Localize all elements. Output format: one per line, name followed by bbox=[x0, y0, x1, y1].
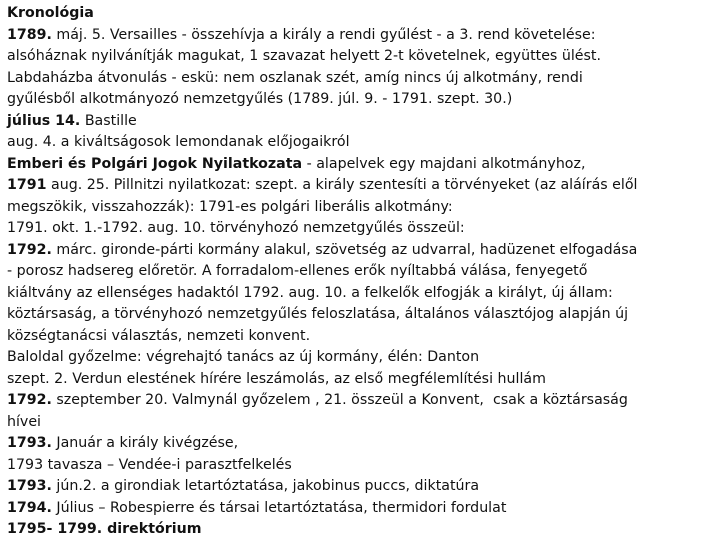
text-segment: - porosz hadsereg előretör. A forradalom-ellenes erők nyíltabbá válása, fenyegető bbox=[7, 263, 588, 279]
chronology-line bbox=[7, 218, 715, 240]
bold-text-segment: 1792. bbox=[7, 392, 52, 408]
bold-text-segment: 1793. bbox=[7, 435, 52, 451]
text-segment: községtanácsi választás, nemzeti konvent. bbox=[7, 327, 311, 344]
chronology-line bbox=[7, 68, 715, 90]
text-segment: szept. 2. Verdun elestének hírére leszámolás, az első megfélemlítési hullám bbox=[7, 370, 546, 387]
bold-text-segment: 1794. bbox=[7, 499, 52, 516]
text-segment: köztársaság, a törvényhozó nemzetgyűlés feloszlatása, általános választójog alapján új bbox=[7, 306, 629, 322]
chronology-line bbox=[7, 455, 715, 477]
chronology-line bbox=[7, 154, 715, 176]
text-segment: - alapelvek egy majdani alkotmányhoz, bbox=[302, 155, 586, 172]
chronology-line bbox=[7, 261, 715, 283]
text-segment: aug. 4. a kiváltságosok lemondanak előjogaikról bbox=[7, 134, 350, 150]
bold-text-segment: Emberi és Polgári Jogok Nyilatkozata bbox=[7, 155, 303, 172]
chronology-line bbox=[7, 433, 715, 455]
chronology-line bbox=[7, 369, 715, 391]
text-segment: alsóháznak nyilvánítják magukat, 1 szavazat helyett 2-t követelnek, együttes ülést. bbox=[7, 48, 601, 64]
document-title: Kronológia bbox=[7, 5, 94, 21]
chronology-lines bbox=[7, 25, 715, 541]
text-segment: 1793 tavasza – Vendée-i parasztfelkelés bbox=[7, 456, 292, 473]
text-segment: Baloldal győzelme: végrehajtó tanács az új kormány, élén: Danton bbox=[7, 349, 480, 365]
bold-text-segment: 1789. bbox=[7, 26, 52, 43]
chronology-line bbox=[7, 89, 715, 111]
text-segment: megszökik, visszahozzák): 1791-es polgári liberális alkotmány: bbox=[7, 198, 453, 215]
bold-text-segment: 1795- 1799. direktórium bbox=[7, 521, 202, 537]
chronology-line bbox=[7, 132, 715, 154]
chronology-line bbox=[7, 111, 715, 133]
text-segment: Július – Robespierre és társai letartóztatása, thermidori fordulat bbox=[51, 499, 507, 516]
chronology-line bbox=[7, 519, 715, 541]
document-body bbox=[7, 3, 715, 541]
text-segment: kiáltvány az ellenséges hadaktól 1792. aug. 10. a felkelők elfogják a királyt, új állam: bbox=[7, 284, 613, 301]
bold-text-segment: 1791 bbox=[7, 177, 47, 193]
chronology-line bbox=[7, 197, 715, 219]
text-segment: hívei bbox=[7, 413, 42, 430]
text-segment: gyűlésből alkotmányozó nemzetgyűlés (1789. júl. 9. - 1791. szept. 30.) bbox=[7, 91, 513, 107]
text-segment: máj. 5. Versailles - összehívja a király a rendi gyűlést - a 3. rend követelése: bbox=[51, 26, 596, 43]
chronology-line bbox=[7, 25, 715, 47]
bold-text-segment: 1793. bbox=[7, 478, 52, 494]
text-segment: szeptember 20. Valmynál győzelem , 21. összeül a Konvent, csak a köztársaság bbox=[51, 392, 628, 408]
text-segment: Labdaházba átvonulás - eskü: nem oszlanak szét, amíg nincs új alkotmány, rendi bbox=[7, 69, 583, 86]
bold-text-segment: 1792. bbox=[7, 241, 52, 258]
text-segment: Bastille bbox=[80, 112, 137, 129]
chronology-line bbox=[7, 175, 715, 197]
chronology-line bbox=[7, 326, 715, 348]
text-segment: márc. gironde-párti kormány alakul, szövetség az udvarral, hadüzenet elfogadása bbox=[51, 241, 638, 258]
chronology-line bbox=[7, 283, 715, 305]
text-segment: Január a király kivégzése, bbox=[51, 435, 239, 451]
chronology-line bbox=[7, 46, 715, 68]
text-segment: jún.2. a girondiak letartóztatása, jakobinus puccs, diktatúra bbox=[51, 478, 480, 494]
text-segment: aug. 25. Pillnitzi nyilatkozat: szept. a király szentesíti a törvényeket (az aláírás elől bbox=[46, 177, 638, 193]
text-segment: 1791. okt. 1.-1792. aug. 10. törvényhozó nemzetgyűlés összeül: bbox=[7, 220, 465, 236]
chronology-line bbox=[7, 390, 715, 412]
chronology-line bbox=[7, 498, 715, 520]
chronology-line bbox=[7, 347, 715, 369]
bold-text-segment: július 14. bbox=[7, 112, 81, 129]
chronology-line bbox=[7, 240, 715, 262]
chronology-line bbox=[7, 304, 715, 326]
chronology-line bbox=[7, 476, 715, 498]
chronology-line bbox=[7, 412, 715, 434]
